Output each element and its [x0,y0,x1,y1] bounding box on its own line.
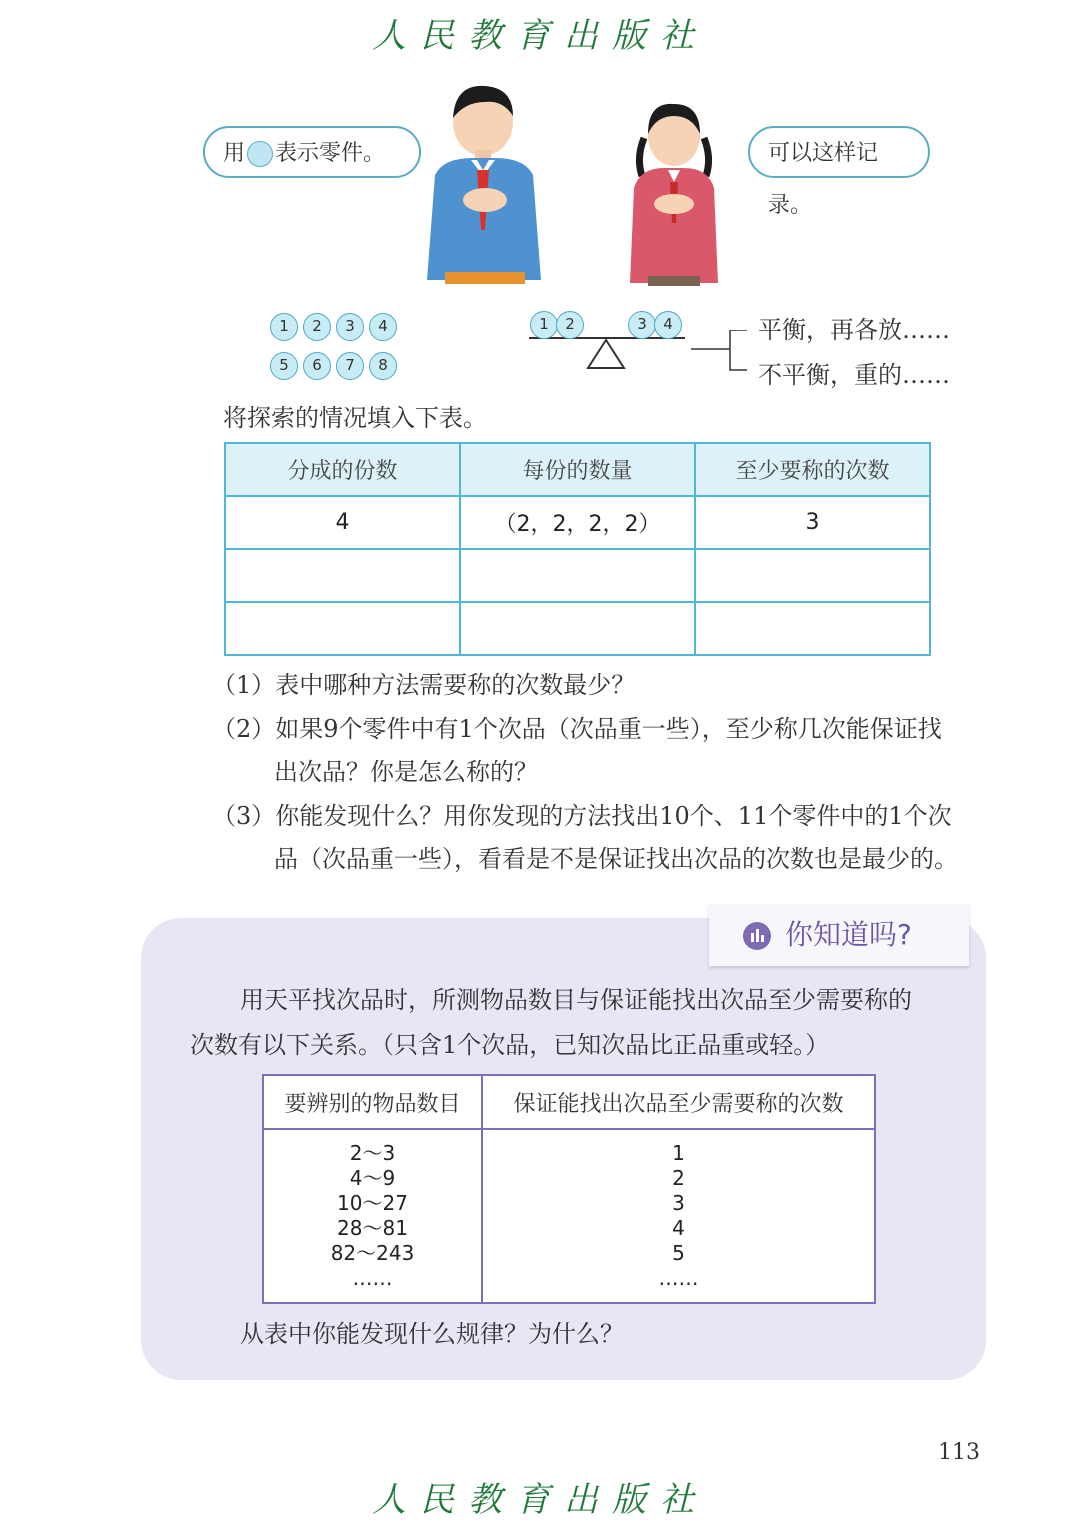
blank-cell[interactable] [695,602,930,655]
part-coin: 6 [303,352,331,380]
did-you-know-para-line-1: 用天平找次品时，所测物品数目与保证能找出次品至少需要称的 [240,986,912,1014]
question-3-line-1: （3）你能发现什么？用你发现的方法找出10个、11个零件中的1个次 [212,802,952,830]
boy-bubble-suffix: 表示零件。 [275,141,386,166]
list-item: 2 [672,1166,685,1190]
list-item: 5 [672,1241,685,1265]
header-cell: 每份的数量 [460,443,695,496]
list-item: 4～9 [349,1166,396,1190]
list-item: 3 [672,1191,685,1215]
list-item: …… [658,1266,699,1290]
bar-chart-icon [743,922,771,950]
balance-right-coin: 4 [654,311,682,339]
publisher-logo-footer: 人民教育出版社 [372,1480,708,1520]
outcome-unbalanced: 不平衡，重的…… [758,361,950,389]
blank-cell[interactable] [460,549,695,602]
list-item: 4 [672,1216,685,1240]
page-number: 113 [938,1440,980,1465]
balance-left-coin: 1 [530,311,558,339]
table-row [225,549,930,602]
part-coin: 2 [303,313,331,341]
header-cell: 要辨别的物品数目 [263,1075,482,1129]
question-3-line-2: 品（次品重一些），看看是不是保证找出次品的次数也是最少的。 [274,845,958,873]
table-header-row [225,443,930,496]
balance-left-coin: 2 [556,311,584,339]
item-count-list [263,1129,482,1303]
weighing-times-list [482,1129,875,1303]
did-you-know-para-line-2: 次数有以下关系。（只含1个次品，已知次品比正品重或轻。） [190,1031,830,1059]
list-item: 10～27 [337,1191,408,1215]
publisher-logo-header: 人民教育出版社 [372,16,708,56]
list-item: 28～81 [337,1216,408,1240]
table-cell: 4 [225,496,460,549]
boy-speech-bubble [203,126,421,178]
header-cell: 分成的份数 [225,443,460,496]
header-cell: 保证能找出次品至少需要称的次数 [482,1075,875,1129]
did-you-know-title: 你知道吗? [785,918,912,951]
part-coin: 7 [336,352,364,380]
blank-cell[interactable] [225,602,460,655]
table-row [263,1129,875,1303]
list-item: 1 [672,1141,685,1165]
table-row [225,602,930,655]
did-you-know-closing: 从表中你能发现什么规律？为什么？ [240,1320,624,1348]
list-item: 2～3 [349,1141,396,1165]
weighing-relation-table [262,1074,876,1304]
part-coin: 1 [270,313,298,341]
list-item: 82～243 [330,1241,415,1265]
part-coin: 3 [336,313,364,341]
balance-scale-diagram [525,330,775,380]
question-2-line-1: （2）如果9个零件中有1个次品（次品重一些），至少称几次能保证找 [212,715,942,743]
part-circle-icon [247,141,273,167]
balance-right-coin: 3 [628,311,656,339]
part-coin: 4 [369,313,397,341]
table-row [225,496,930,549]
girl-illustration [622,98,727,288]
girl-speech-bubble: 可以这样记录。 [748,126,930,178]
blank-cell[interactable] [460,602,695,655]
header-cell: 至少要称的次数 [695,443,930,496]
blank-cell[interactable] [225,549,460,602]
part-coin: 8 [369,352,397,380]
outcome-balanced: 平衡，再各放…… [758,316,950,344]
exploration-table [224,442,931,656]
boy-bubble-prefix: 用 [223,141,246,166]
list-item: …… [352,1266,393,1290]
table-instruction: 将探索的情况填入下表。 [223,404,487,432]
table-cell: （2，2，2，2） [460,496,695,549]
table-header-row [263,1075,875,1129]
blank-cell[interactable] [695,549,930,602]
question-2-line-2: 出次品？你是怎么称的？ [274,758,538,786]
part-coin: 5 [270,352,298,380]
did-you-know-tab [709,904,969,966]
question-1: （1）表中哪种方法需要称的次数最少？ [212,671,636,699]
table-cell: 3 [695,496,930,549]
boy-illustration [415,80,550,285]
